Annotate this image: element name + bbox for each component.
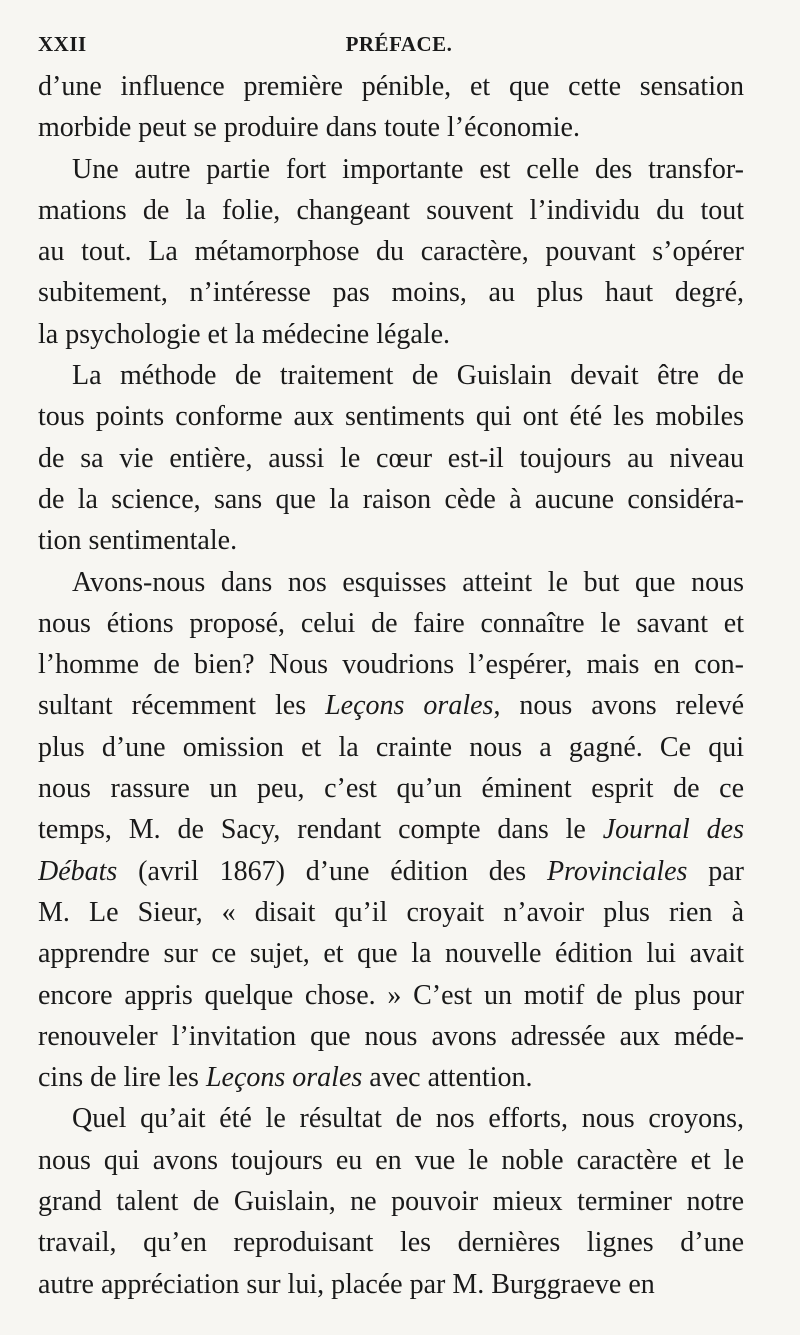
page-number: XXII — [38, 32, 87, 56]
text-line: subitement, n’intéresse pas moins, au plus haut degré, — [38, 277, 744, 309]
text-line: Une autre partie fort importante est celle des transfor- — [72, 153, 744, 185]
text-line: tion sentimentale. — [38, 525, 238, 557]
text-line: autre appréciation sur lui, placée par M. Burggraeve en — [38, 1268, 655, 1300]
text-line: Débats (avril 1867) d’une édition des Provinciales par — [38, 855, 744, 887]
text-line: cins de lire les Leçons orales avec attention. — [38, 1062, 533, 1094]
paragraph — [38, 66, 744, 149]
text-line: Avons-nous dans nos esquisses atteint le but que nous — [72, 566, 744, 598]
text-line: de la science, sans que la raison cède à aucune considéra- — [38, 483, 744, 515]
text-line: de sa vie entière, aussi le cœur est-il toujours au niveau — [38, 442, 744, 474]
text-line: encore appris quelque chose. » C’est un motif de plus pour — [38, 979, 744, 1011]
text-line: au tout. La métamorphose du caractère, pouvant s’opérer — [38, 236, 744, 268]
text-line: Quel qu’ait été le résultat de nos efforts, nous croyons, — [72, 1103, 744, 1135]
text-line: La méthode de traitement de Guislain devait être de — [72, 360, 744, 392]
text-line: apprendre sur ce sujet, et que la nouvelle édition lui avait — [38, 938, 744, 970]
running-header — [38, 32, 760, 62]
text-line: temps, M. de Sacy, rendant compte dans le Journal des — [38, 814, 744, 846]
text-line: travail, qu’en reproduisant les dernières lignes d’une — [38, 1227, 744, 1259]
text-line: l’homme de bien? Nous voudrions l’espérer, mais en con- — [38, 649, 744, 681]
running-title: PRÉFACE. — [345, 32, 453, 56]
text-line: nous rassure un peu, c’est qu’un éminent esprit de ce — [38, 773, 744, 805]
text-line: la psychologie et la médecine légale. — [38, 318, 451, 350]
paragraph — [38, 149, 744, 355]
paragraph — [38, 562, 744, 1099]
text-line: nous étions proposé, celui de faire connaître le savant et — [38, 607, 744, 639]
text-line: grand talent de Guislain, ne pouvoir mieux terminer notre — [38, 1186, 744, 1218]
text-line: d’une influence première pénible, et que cette sensation — [38, 71, 744, 102]
text-line: sultant récemment les Leçons orales, nous avons relevé — [38, 690, 744, 722]
text-line: renouveler l’invitation que nous avons adressée aux méde- — [38, 1020, 744, 1052]
text-line: tous points conforme aux sentiments qui ont été les mobiles — [38, 401, 744, 433]
text-line: morbide peut se produire dans toute l’économie. — [38, 112, 580, 144]
text-line: mations de la folie, changeant souvent l’individu du tout — [38, 194, 744, 226]
text-line: M. Le Sieur, « disait qu’il croyait n’avoir plus rien à — [38, 896, 744, 928]
body-text — [38, 66, 744, 1305]
text-line: plus d’une omission et la crainte nous a gagné. Ce qui — [38, 731, 744, 763]
paragraph — [38, 1098, 744, 1304]
paragraph — [38, 355, 744, 561]
text-line: nous qui avons toujours eu en vue le noble caractère et le — [38, 1144, 744, 1176]
